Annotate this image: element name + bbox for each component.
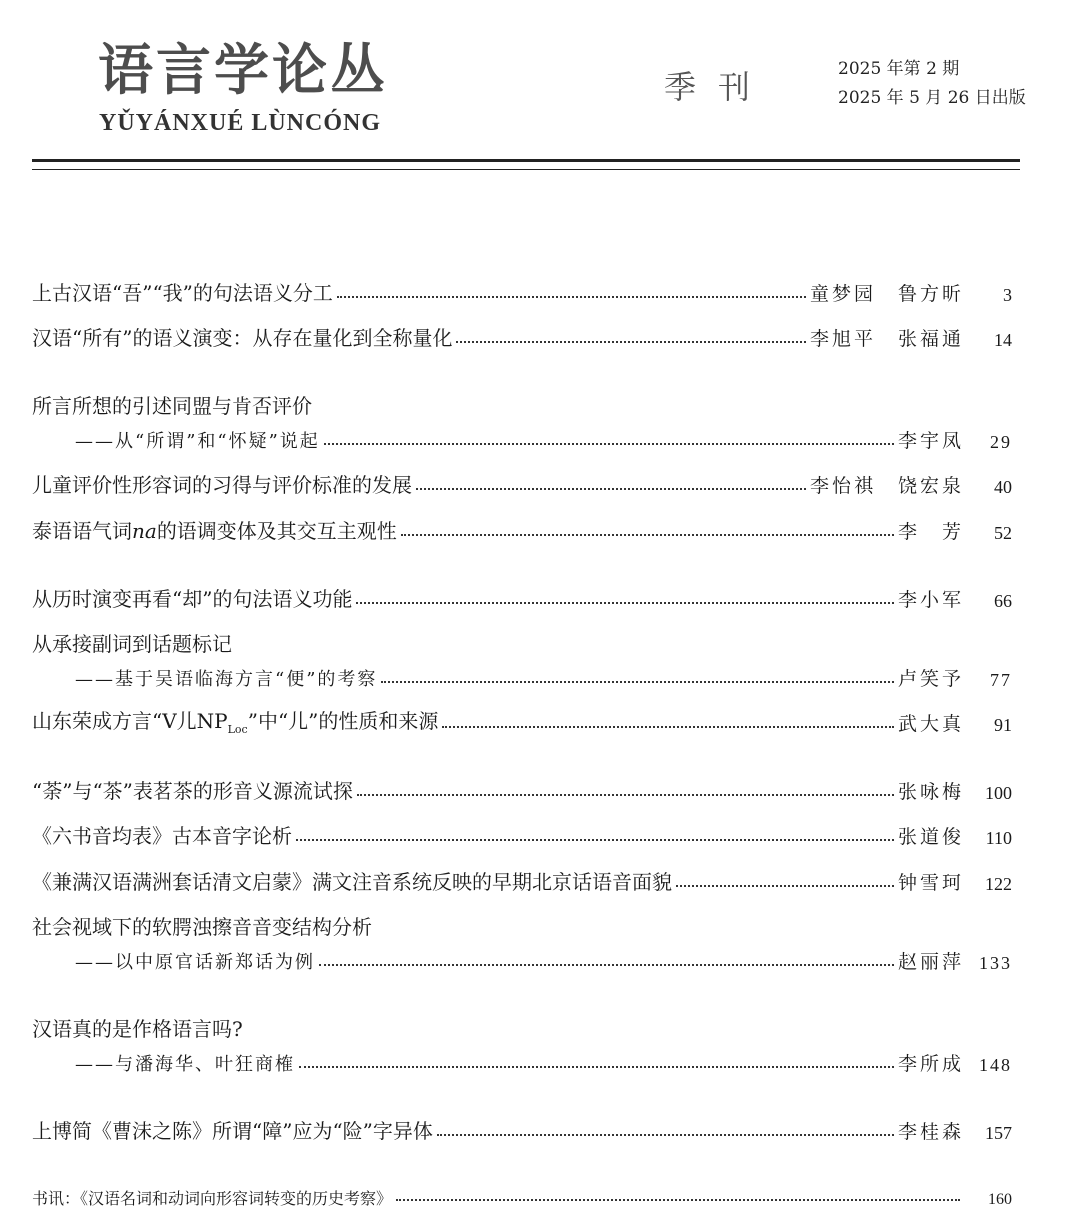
toc-page-number: 3	[1003, 285, 1012, 305]
toc-title: 汉语真的是作格语言吗?	[32, 1017, 243, 1041]
toc-title: 上古汉语“吾”“我”的句法语义分工	[32, 281, 333, 305]
toc-author: 张道俊	[897, 826, 964, 848]
toc-title: 从历时演变再看“却”的句法语义功能	[32, 587, 353, 611]
toc-title: 《兼满汉语满洲套话清文启蒙》满文注音系统反映的早期北京话语音面貌	[32, 870, 672, 894]
toc-title: 书讯：《汉语名词和动词向形容词转变的历史考察》	[32, 1189, 393, 1208]
toc-page-number: 14	[994, 330, 1012, 350]
dot-leader	[416, 487, 806, 490]
toc-author: 李小军	[897, 589, 964, 611]
toc-entry[interactable]	[32, 704, 1012, 736]
dot-leader	[456, 340, 806, 343]
dot-leader	[319, 963, 894, 966]
toc-title: 所言所想的引述同盟与肯否评价	[32, 394, 312, 418]
toc-entry[interactable]	[32, 772, 1012, 804]
toc-subtitle-line[interactable]	[75, 1044, 1012, 1076]
dot-leader	[401, 533, 894, 536]
toc-page-number: 52	[994, 523, 1012, 543]
toc-author: 李旭平 张福通	[809, 328, 964, 350]
toc-entry[interactable]	[32, 863, 1012, 895]
toc-entry[interactable]	[32, 1112, 1012, 1144]
toc-title: 《六书音均表》古本音字论析	[32, 824, 292, 848]
toc-page-number: 157	[985, 1123, 1012, 1143]
toc-subtitle-line[interactable]	[75, 421, 1012, 453]
toc-page-number: 110	[985, 828, 1012, 848]
toc-author: 李宇凤	[897, 430, 964, 452]
toc-page-number: 77	[990, 670, 1012, 690]
toc-author: 李所成	[897, 1053, 964, 1075]
toc-author: 卢笑予	[897, 668, 964, 690]
toc-author: 张咏梅	[897, 781, 964, 803]
toc-entry[interactable]	[32, 817, 1012, 849]
toc-entry[interactable]	[32, 274, 1012, 306]
toc-page-number: 160	[988, 1191, 1012, 1208]
toc-author: 李 芳	[897, 521, 964, 543]
toc-entry[interactable]	[32, 1010, 1012, 1042]
toc-title: 社会视域下的软腭浊擦音音变结构分析	[32, 915, 372, 939]
toc-page-number: 91	[994, 715, 1012, 735]
toc-page-number: 148	[979, 1055, 1012, 1075]
toc-title: “荼”与“茶”表茗茶的形音义源流试探	[32, 779, 353, 803]
toc-subtitle: ——从“所谓”和“怀疑”说起	[75, 431, 320, 452]
dot-leader	[324, 442, 894, 445]
toc-author: 李怡祺 饶宏泉	[809, 475, 964, 497]
dot-leader	[442, 725, 894, 728]
toc-page-number: 29	[990, 432, 1012, 452]
toc-subtitle: ——以中原官话新郑话为例	[75, 952, 315, 973]
toc-subtitle: ——基于吴语临海方言“便”的考察	[75, 669, 378, 690]
toc-page-number: 100	[985, 783, 1012, 803]
toc-entry[interactable]	[32, 625, 1012, 657]
toc-entry[interactable]	[32, 908, 1012, 940]
toc-author: 童梦园 鲁方昕	[809, 283, 964, 305]
toc-entry[interactable]	[32, 466, 1012, 498]
dot-leader	[396, 1198, 960, 1201]
toc-page-number: 133	[979, 953, 1012, 973]
toc-title: 山东荣成方言“V儿$NP_{Loc}$”中“儿”的性质和来源	[32, 709, 439, 736]
masthead-title: 语言学论丛	[98, 37, 389, 102]
dot-leader	[356, 601, 894, 604]
dot-leader	[676, 884, 894, 887]
toc-subtitle-line[interactable]	[75, 659, 1012, 691]
toc-title: 儿童评价性形容词的习得与评价标准的发展	[32, 473, 412, 497]
toc-title: 汉语“所有”的语义演变：从存在量化到全称量化	[32, 326, 453, 350]
toc-page-number: 66	[994, 591, 1012, 611]
toc-page-number: 40	[994, 477, 1012, 497]
toc-author: 武大真	[897, 713, 964, 735]
toc-author: 李桂森	[897, 1121, 964, 1143]
toc-title: 从承接副词到话题标记	[32, 632, 232, 656]
dot-leader	[357, 793, 894, 796]
toc-entry[interactable]	[32, 319, 1012, 351]
publication-date: 2025 年 5 月 26 日出版	[838, 88, 1026, 108]
toc-entry[interactable]	[32, 580, 1012, 612]
dot-leader	[296, 838, 894, 841]
dot-leader	[299, 1065, 894, 1068]
masthead-frequency: 季刊	[664, 68, 773, 106]
dot-leader	[337, 295, 806, 298]
toc-title: 泰语语气词na的语调变体及其交互主观性	[32, 519, 397, 543]
toc-book-notice[interactable]	[32, 1177, 1012, 1209]
issue-number: 2025 年第 2 期	[838, 59, 960, 79]
dot-leader	[437, 1133, 894, 1136]
dot-leader	[381, 680, 894, 683]
toc-entry[interactable]	[32, 512, 1012, 544]
toc-author: 钟雪珂	[897, 872, 964, 894]
toc-subtitle: ——与潘海华、叶狂商榷	[75, 1054, 295, 1075]
toc-page-number: 122	[985, 874, 1012, 894]
toc-subtitle-line[interactable]	[75, 942, 1012, 974]
toc-entry[interactable]	[32, 387, 1012, 419]
toc-title: 上博简《曹沫之陈》所谓“障”应为“险”字异体	[32, 1119, 433, 1143]
toc-author: 赵丽萍	[897, 951, 964, 973]
masthead-pinyin: YǓYÁNXUÉ LÙNCÓNG	[99, 110, 382, 136]
